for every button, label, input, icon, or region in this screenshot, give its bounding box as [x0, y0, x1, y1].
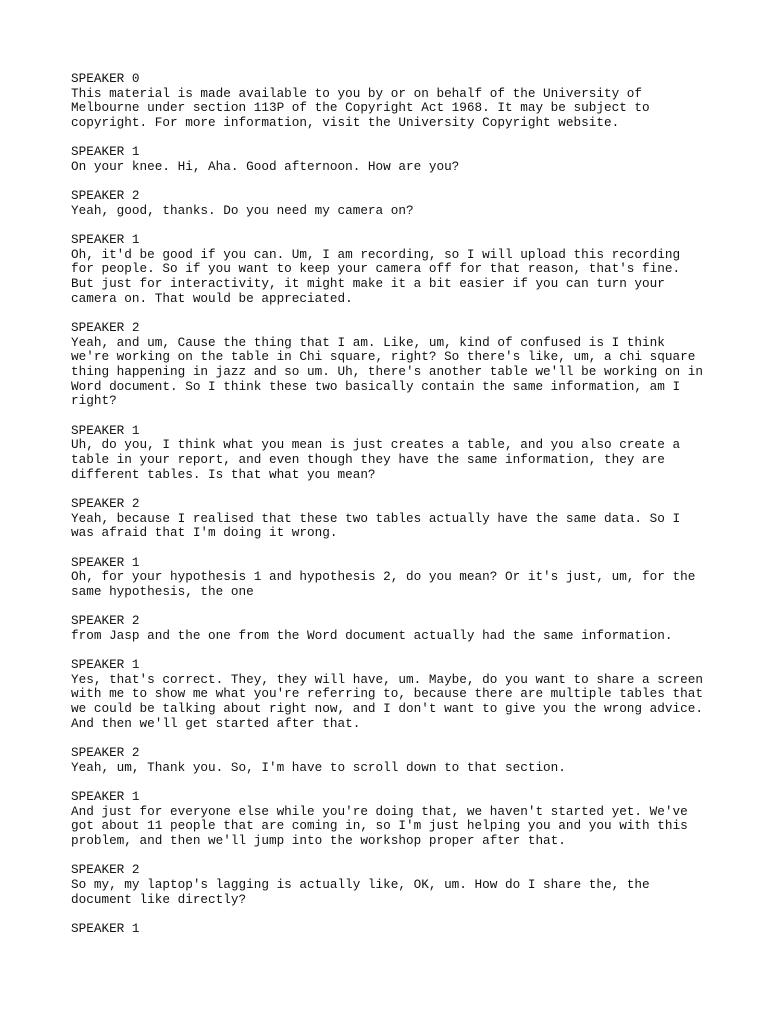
transcript-turn	[71, 746, 711, 775]
utterance-line: But just for interactivity, it might make it a bit easier if you can turn your	[71, 276, 665, 292]
utterance-line: This material is made available to you by or on behalf of the University of	[71, 85, 643, 101]
utterance-line: thing happening in jazz and so um. Uh, there's another table we'll be working on in	[71, 364, 703, 380]
transcript-turn	[71, 863, 711, 907]
transcript-turn	[71, 497, 711, 541]
utterance-line: we're working on the table in Chi square, right? So there's like, um, a chi square	[71, 349, 696, 365]
speaker-label: SPEAKER 1	[71, 554, 140, 570]
transcript-turn	[71, 321, 711, 409]
utterance-line: different tables. Is that what you mean?	[71, 466, 376, 482]
speaker-label: SPEAKER 1	[71, 788, 140, 804]
utterance-line: Yeah, because I realised that these two tables actually have the same data. So I	[71, 510, 681, 526]
speaker-label: SPEAKER 1	[71, 657, 140, 673]
transcript-turn	[71, 189, 711, 218]
speaker-label: SPEAKER 0	[71, 71, 140, 86]
transcript-turn	[71, 556, 711, 600]
utterance-line: And just for everyone else while you're doing that, we haven't started yet. We've	[71, 803, 688, 819]
utterance-line: Uh, do you, I think what you mean is just creates a table, and you also create a	[71, 437, 681, 453]
speaker-label: SPEAKER 2	[71, 320, 140, 336]
utterance-line: with me to show me what you're referring to, because there are multiple tables that	[71, 686, 703, 702]
utterance-line: Yeah, good, thanks. Do you need my camera on?	[71, 202, 414, 218]
utterance-line: copyright. For more information, visit the University Copyright website.	[71, 114, 620, 130]
speaker-label: SPEAKER 2	[71, 862, 140, 878]
transcript-turn	[71, 922, 711, 937]
transcript-turn	[71, 790, 711, 849]
speaker-label: SPEAKER 1	[71, 920, 140, 936]
utterance-line: Word document. So I think these two basically contain the same information, am I	[71, 378, 681, 394]
speaker-label: SPEAKER 2	[71, 613, 140, 629]
utterance-line: same hypothesis, the one	[71, 583, 254, 599]
utterance-line: right?	[71, 393, 117, 409]
utterance-line: Oh, for your hypothesis 1 and hypothesis 2, do you mean? Or it's just, um, for the	[71, 569, 696, 585]
utterance-line: from Jasp and the one from the Word document actually had the same information.	[71, 627, 673, 643]
transcript-page	[71, 72, 711, 951]
speaker-label: SPEAKER 1	[71, 232, 140, 248]
utterance-line: table in your report, and even though they have the same information, they are	[71, 451, 665, 467]
transcript-turn	[71, 72, 711, 131]
speaker-label: SPEAKER 1	[71, 144, 140, 160]
utterance-line: for people. So if you want to keep your camera off for that reason, that's fine.	[71, 261, 681, 277]
speaker-label: SPEAKER 2	[71, 188, 140, 204]
transcript-turn	[71, 233, 711, 306]
utterance-line: was afraid that I'm doing it wrong.	[71, 525, 338, 541]
utterance-line: And then we'll get started after that.	[71, 715, 361, 731]
transcript-turn	[71, 658, 711, 731]
utterance-line: document like directly?	[71, 891, 247, 907]
utterance-line: got about 11 people that are coming in, so I'm just helping you and you with this	[71, 818, 688, 834]
utterance-line: Yeah, and um, Cause the thing that I am. Like, um, kind of confused is I think	[71, 334, 665, 350]
utterance-line: we could be talking about right now, and I don't want to give you the wrong advice.	[71, 701, 703, 717]
transcript-turn	[71, 424, 711, 483]
utterance-line: camera on. That would be appreciated.	[71, 290, 353, 306]
utterance-line: Melbourne under section 113P of the Copyright Act 1968. It may be subject to	[71, 100, 650, 116]
utterance-line: Oh, it'd be good if you can. Um, I am recording, so I will upload this recording	[71, 246, 681, 262]
speaker-label: SPEAKER 2	[71, 495, 140, 511]
utterance-line: Yeah, um, Thank you. So, I'm have to scroll down to that section.	[71, 759, 566, 775]
utterance-line: problem, and then we'll jump into the workshop proper after that.	[71, 832, 566, 848]
speaker-label: SPEAKER 2	[71, 745, 140, 761]
transcript-turn	[71, 614, 711, 643]
utterance-line: So my, my laptop's lagging is actually like, OK, um. How do I share the, the	[71, 876, 650, 892]
transcript-turn	[71, 145, 711, 174]
utterance-line: On your knee. Hi, Aha. Good afternoon. How are you?	[71, 158, 460, 174]
speaker-label: SPEAKER 1	[71, 422, 140, 438]
utterance-line: Yes, that's correct. They, they will have, um. Maybe, do you want to share a screen	[71, 671, 703, 687]
